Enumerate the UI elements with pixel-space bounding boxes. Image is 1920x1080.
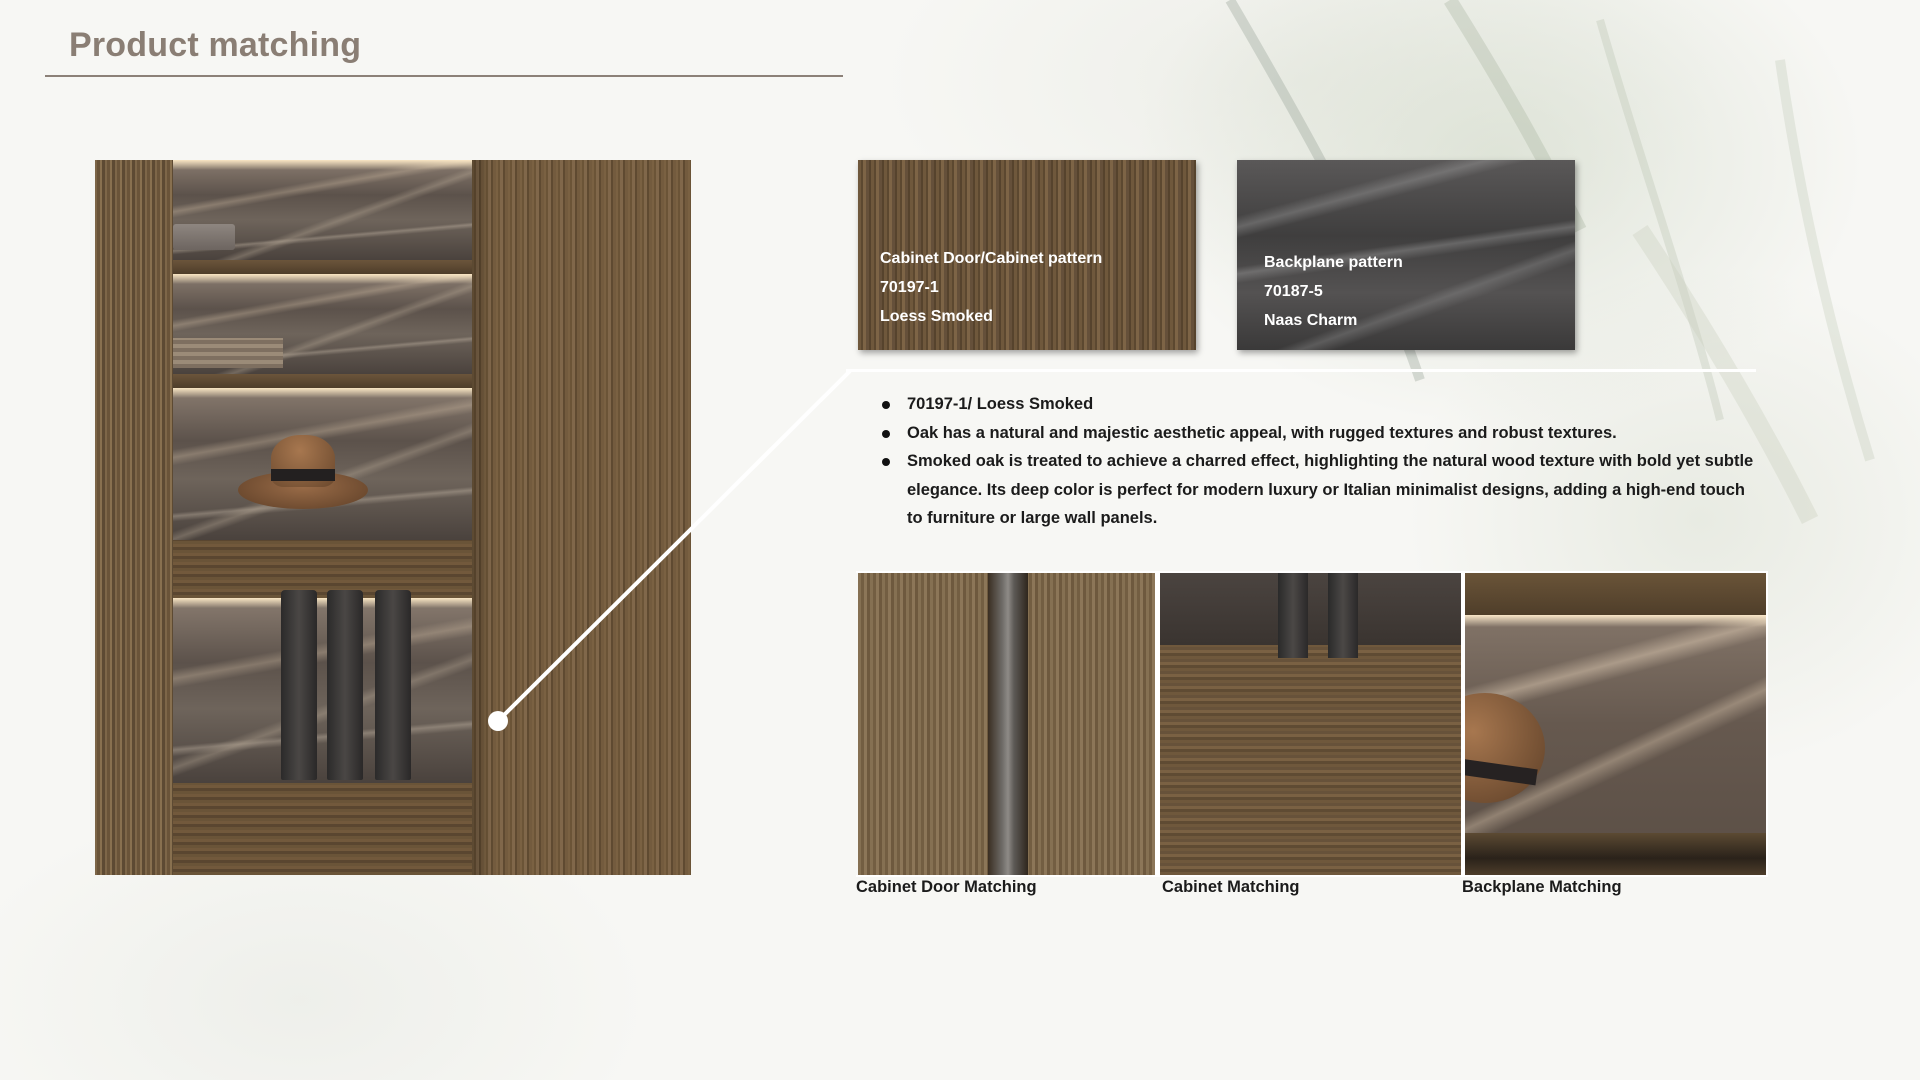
shelf <box>1465 833 1766 875</box>
swatch-name: Naas Charm <box>1264 312 1358 329</box>
image-separator <box>1461 573 1465 875</box>
image-frame-right <box>1766 571 1768 877</box>
image-frame-top <box>856 571 1768 573</box>
wardrobe-door <box>472 160 691 875</box>
title-underline <box>45 75 843 77</box>
swatch-label: Backplane pattern <box>1264 254 1403 271</box>
shelf <box>173 374 472 388</box>
hanging-garment <box>1328 573 1358 658</box>
shelf <box>1465 573 1766 615</box>
shelf-light <box>173 160 472 170</box>
shelf-light <box>173 274 472 284</box>
swatch-name: Loess Smoked <box>880 308 993 325</box>
backplane-pattern-swatch <box>1237 160 1575 350</box>
hat-decoration <box>238 435 368 509</box>
swatch-label: Cabinet Door/Cabinet pattern <box>880 250 1103 267</box>
cabinet-door-matching-image <box>858 573 1155 875</box>
folded-clothes <box>173 338 283 368</box>
image-separator <box>1155 573 1160 875</box>
page-title: Product matching <box>69 26 362 64</box>
wardrobe-side-panel <box>95 160 173 875</box>
bullet-icon <box>882 458 890 466</box>
bullet-text: 70197-1/ Loess Smoked <box>907 395 1094 413</box>
caption-backplane: Backplane Matching <box>1462 878 1622 896</box>
hat-decoration <box>1465 693 1545 803</box>
swatch-code: 70187-5 <box>1264 283 1323 300</box>
wardrobe-photo <box>95 160 691 875</box>
backplane-strip <box>1160 573 1461 645</box>
marble-backplane <box>173 598 472 783</box>
shelf-light <box>173 388 472 398</box>
shelf <box>173 260 472 274</box>
list-item <box>880 390 1760 419</box>
hanging-garment <box>281 590 317 780</box>
shelf-light <box>1465 615 1766 627</box>
shelf-light <box>173 598 472 608</box>
wardrobe-drawer <box>173 540 472 598</box>
cabinet-pattern-swatch <box>858 160 1196 350</box>
backplane-matching-image <box>1465 573 1766 875</box>
caption-cabinet-door: Cabinet Door Matching <box>856 878 1037 896</box>
list-item <box>880 447 1760 533</box>
swatch-code: 70197-1 <box>880 279 939 296</box>
bullet-icon <box>882 430 890 438</box>
bullet-text: Oak has a natural and majestic aesthetic appeal, with rugged textures and robust textures. <box>907 423 1617 442</box>
wardrobe-interior <box>173 160 472 875</box>
bullet-icon <box>882 401 890 409</box>
description-list <box>880 390 1760 533</box>
bullet-text: Smoked oak is treated to achieve a charred effect, highlighting the natural wood texture with bold yet subtle elegance. Its deep color is perfect for modern luxury or Italian minimalist designs, adding a high-end touch to furniture or large wall panels. <box>907 452 1754 527</box>
folded-clothes <box>173 224 235 250</box>
caption-cabinet: Cabinet Matching <box>1162 878 1300 896</box>
cabinet-matching-image <box>1160 573 1461 875</box>
hanging-garment <box>1278 573 1308 658</box>
hanging-garment <box>375 590 411 780</box>
image-frame-bottom <box>856 875 1768 877</box>
section-divider <box>846 369 1756 372</box>
wardrobe-drawer <box>173 783 472 875</box>
door-gap <box>988 573 1028 875</box>
list-item <box>880 419 1760 448</box>
hanging-garment <box>327 590 363 780</box>
